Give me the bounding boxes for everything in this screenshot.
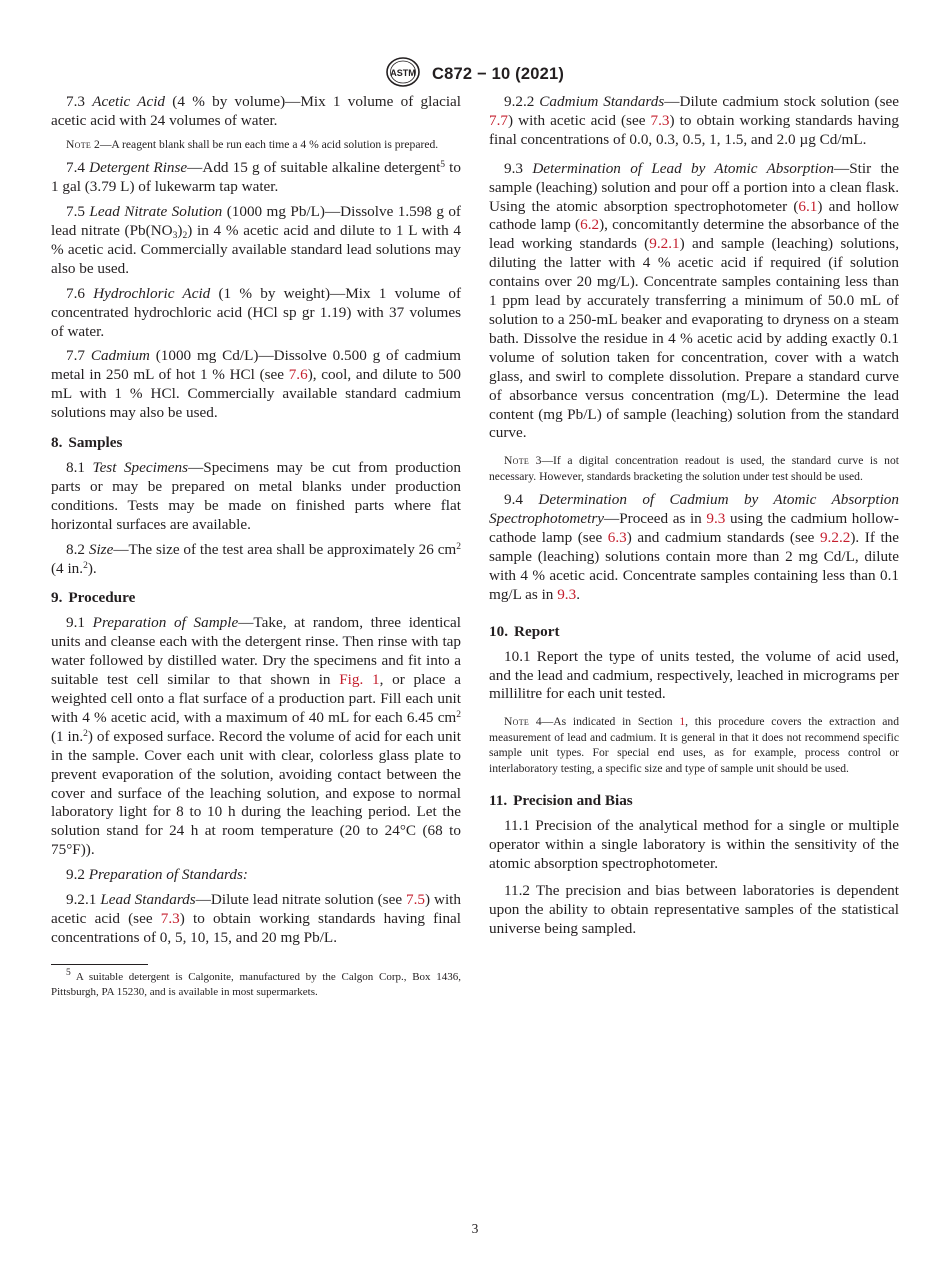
page-number: 3	[471, 1221, 479, 1236]
astm-logo	[386, 57, 420, 92]
section-9-4: 9.4 Determination of Cadmium by Atomic Absorption Spectrophotometry—Proceed as in 9.3 using the cadmium hollow-cathode lamp (see 6.3) and cadmium standards (see 9.2.2). If the sample (leaching) solutions contain more than 2 mg Cd/L, dilute with 4 % acetic acid. Concentrate samples containing less than 0.1 mg/L as in 9.3.	[489, 491, 900, 603]
ref-link-7-5[interactable]: 7.5	[406, 891, 425, 909]
section-9-2: 9.2 Preparation of Standards:	[66, 866, 248, 884]
left-column	[51, 93, 461, 1000]
astm-logo-text: ASTM	[390, 68, 416, 78]
ref-link-9-2-1[interactable]: 9.2.1	[649, 235, 680, 253]
heading-section-10: 10. Report	[489, 622, 560, 640]
heading-section-8: 8. Samples	[51, 434, 123, 452]
section-7-3: 7.3 Acetic Acid (4 % by volume)—Mix 1 volume of glacial acetic acid with 24 volumes of water.	[51, 93, 461, 129]
footnote-5: $^5$ A suitable detergent is Calgonite, manufactured by the Calgon Corp., Box 1436, Pittsburgh, PA 15230, and is available in most supermarkets.	[51, 967, 461, 999]
heading-section-11: 11. Precision and Bias	[489, 792, 633, 810]
note-3: Note 3—If a digital concentration readout is used, the standard curve is not necessary. However, standards bracketing the solution under test should be used.	[489, 454, 899, 483]
ref-link-6-1[interactable]: 6.1	[798, 197, 818, 215]
section-8-1: 8.1 Test Specimens—Specimens may be cut from production parts or may be prepared on metal blanks under production conditions. Tests may be made on finished parts where flat horizontal surfaces are available.	[51, 459, 461, 533]
ref-link-fig-1[interactable]: Fig. 1	[339, 671, 380, 689]
note-2: Note 2—A reagent blank shall be run each time a 4 % acid solution is prepared.	[66, 137, 439, 151]
heading-section-9: 9. Procedure	[51, 589, 136, 607]
section-8-2: 8.2 Size—The size of the test area shall be approximately 26 $cm^2$ (4 in.$^2$).	[51, 540, 461, 577]
section-9-3: 9.3 Determination of Lead by Atomic Absorption—Stir the sample (leaching) solution and pour off a portion into a clean flask. Using the atomic absorption spectrophotometer (6.1) and hollow cathode lamp (6.2), concomitantly determine the absorbance of the lead working standards (9.2.1) and sample (leaching) solutions, diluting the latter with 4 % acetic acid if required (if solution contains over 20 mg/L). Concentrate samples containing less than 1 ppm lead by accurately transferring a minimum of 50.0 mL of solution to a 250-mL beaker and evaporating to dryness on a steam bath. Dissolve the residue in 4 % acetic acid by adding exactly 0.1 volume of solution taken for concentration, cover with a watch glass, and swirl to complete dissolution. Prepare a standard curve of absorbance versus concentration (mg/L). Determine the lead content (mg Pb/L) of sample (leaching) solution from the standard curve.	[489, 159, 900, 442]
ref-link-7-3[interactable]: 7.3	[160, 909, 180, 927]
ref-link-6-2[interactable]: 6.2	[580, 216, 600, 234]
section-11-1: 11.1 Precision of the analytical method for a single or multiple operator within a single laboratory is within the sensitivity of the atomic absorption spectrophotometer.	[489, 817, 900, 873]
ref-link-9-3[interactable]: 9.3	[706, 510, 726, 528]
section-10-1: 10.1 Report the type of units tested, the volume of acid used, and the lead and cadmium, respectively, leached in micrograms per millilitre for each unit tested.	[489, 647, 900, 703]
ref-link-9-3[interactable]: 9.3	[557, 585, 577, 603]
section-7-7: 7.7 Cadmium (1000 mg Cd/L)—Dissolve 0.500 g of cadmium metal in 250 mL of hot 1 % HCl (see 7.6), cool, and dilute to 500 mL with 1 % HCl. Commercially available standard cadmium solutions may also be used.	[51, 347, 461, 422]
right-column	[489, 93, 899, 945]
note-4: Note 4—As indicated in Section 1, this procedure covers the extraction and measurement of lead and cadmium. It is general in that it does not recommend specific sample unit types. For special end uses, as for example, process control or interlaboratory testing, a specific size and type of sample unit should be used.	[489, 715, 899, 775]
section-7-6: 7.6 Hydrochloric Acid (1 % by weight)—Mix 1 volume of concentrated hydrochloric acid (HCl sp gr 1.19) with 37 volumes of water.	[51, 284, 461, 340]
page-header	[0, 57, 950, 92]
ref-link-section-1[interactable]: 1	[679, 715, 686, 729]
section-7-5: 7.5 Lead Nitrate Solution (1000 mg Pb/L)—Dissolve 1.598 g of lead nitrate $(Pb(NO_3)_2)$ in 4 % acetic acid and dilute to 1 L with 4 % acetic acid. Commercially available standard lead solutions may also be used.	[51, 203, 461, 277]
section-7-4: 7.4 Detergent Rinse—Add 15 g of suitable alkaline detergent$^5$ to 1 gal (3.79 L) of lukewarm tap water.	[51, 159, 461, 196]
ref-link-7-7[interactable]: 7.7	[489, 111, 508, 129]
section-9-1: 9.1 Preparation of Sample—Take, at random, three identical units and cleanse each with the detergent rinse. Then rinse with tap water followed by distilled water. Dry the specimens and fit into a suitable test cell similar to that shown in Fig. 1, or place a weighted cell onto a flat surface of a production part. Fill each unit with 4 % acetic acid, with a maximum of 40 mL for each 6.45 $cm^2$ (1 in.$^2$) of exposed surface. Record the volume of acid for each unit in the sample. Cover each unit with clear, colorless glass plate to prevent evaporation of the solution, avoiding contact between the cover and surface of the leaching solution, and expose to normal laboratory light for 8 to 10 h during the leaching period. Let the solution stand for 24 h at room temperature (20 to 24°C (68 to 75°F)).	[51, 614, 461, 859]
ref-link-7-3[interactable]: 7.3	[650, 111, 670, 129]
ref-link-9-2-2[interactable]: 9.2.2	[819, 529, 851, 547]
ref-link-6-3[interactable]: 6.3	[607, 529, 627, 547]
ref-link-7-6[interactable]: 7.6	[288, 366, 308, 384]
footnote-divider	[51, 964, 148, 965]
section-9-2-2: 9.2.2 Cadmium Standards—Dilute cadmium stock solution (see 7.7) with acetic acid (see 7.3) to obtain working standards having final concentrations of 0.0, 0.3, 0.5, 1, 1.5, and 2.0 µg Cd/mL.	[489, 93, 900, 148]
footnote-ref: 5	[440, 160, 446, 171]
document-code: C872 − 10 (2021)	[431, 65, 565, 83]
section-11-2: 11.2 The precision and bias between laboratories is dependent upon the ability to obtain representative samples of the statistical universe being sampled.	[489, 882, 899, 937]
section-9-2-1: 9.2.1 Lead Standards—Dilute lead nitrate solution (see 7.5) with acetic acid (see 7.3) to obtain working standards having final concentrations of 0, 5, 10, 15, and 20 mg Pb/L.	[51, 891, 461, 946]
